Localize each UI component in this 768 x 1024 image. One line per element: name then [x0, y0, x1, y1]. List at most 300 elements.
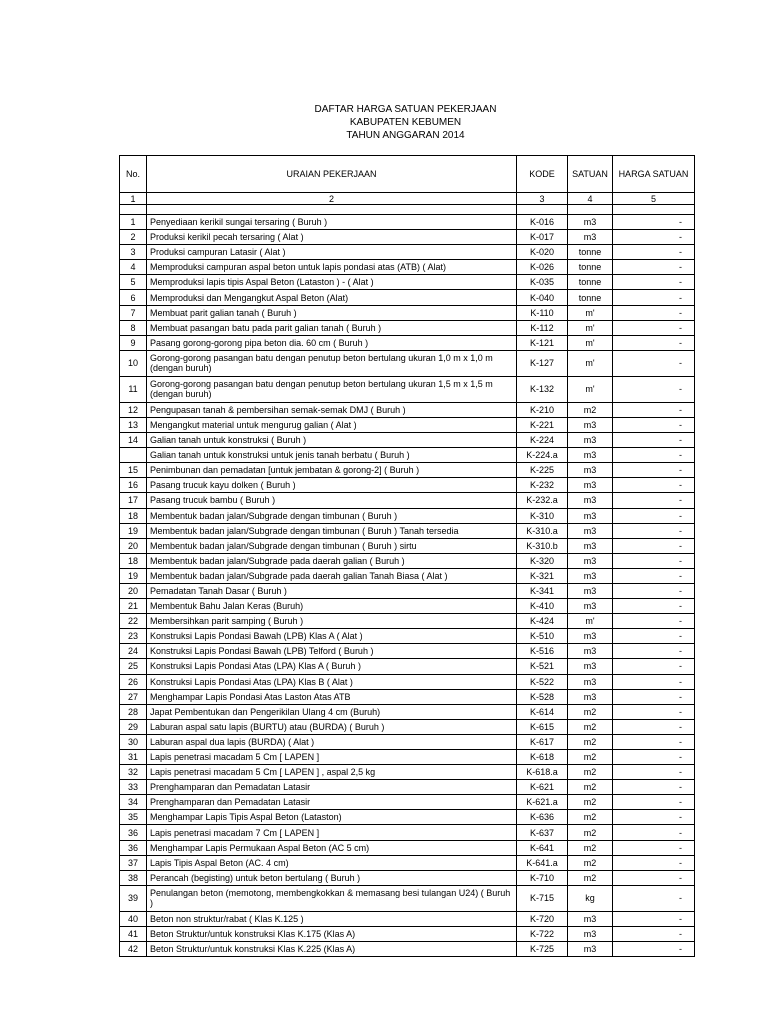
- cell-uraian: Membuat pasangan batu pada parit galian tanah ( Buruh ): [147, 320, 517, 335]
- cell-no: 42: [120, 942, 147, 957]
- cell-uraian: Galian tanah untuk konstruksi ( Buruh ): [147, 433, 517, 448]
- cell-kode: K-522: [517, 674, 568, 689]
- cell-no: 29: [120, 719, 147, 734]
- cell-harga: -: [613, 305, 695, 320]
- cell-harga: -: [613, 350, 695, 376]
- cell-kode: K-410: [517, 599, 568, 614]
- cell-kode: K-112: [517, 320, 568, 335]
- cell-harga: -: [613, 911, 695, 926]
- table-row: [120, 568, 695, 583]
- title-line-2: KABUPATEN KEBUMEN: [349, 117, 462, 128]
- header-harga: HARGA SATUAN: [613, 156, 695, 193]
- cell-satuan: m3: [568, 478, 613, 493]
- colnum-uraian: 2: [147, 193, 517, 205]
- table-row: [120, 320, 695, 335]
- cell-uraian: Penimbunan dan pemadatan [untuk jembatan & gorong-2] ( Buruh ): [147, 463, 517, 478]
- cell-uraian: Penyediaan kerikil sungai tersaring ( Buruh ): [147, 215, 517, 230]
- cell-uraian: Produksi campuran Latasir ( Alat ): [147, 245, 517, 260]
- cell-no: 18: [120, 508, 147, 523]
- table-row: [120, 335, 695, 350]
- spacer-cell: [613, 205, 695, 215]
- cell-uraian: Pengupasan tanah & pembersihan semak-semak DMJ ( Buruh ): [147, 402, 517, 417]
- table-row: [120, 885, 695, 911]
- colnum-no: 1: [120, 193, 147, 205]
- cell-kode: K-210: [517, 402, 568, 417]
- cell-no: 41: [120, 926, 147, 941]
- cell-harga: -: [613, 260, 695, 275]
- cell-uraian: Memproduksi lapis tipis Aspal Beton (Lataston ) - ( Alat ): [147, 275, 517, 290]
- cell-satuan: m2: [568, 855, 613, 870]
- cell-no: 19: [120, 568, 147, 583]
- cell-harga: -: [613, 614, 695, 629]
- cell-kode: K-017: [517, 230, 568, 245]
- cell-satuan: m3: [568, 538, 613, 553]
- table-row: [120, 230, 695, 245]
- cell-harga: -: [613, 644, 695, 659]
- cell-kode: K-232.a: [517, 493, 568, 508]
- cell-uraian: Menghampar Lapis Permukaan Aspal Beton (AC 5 cm): [147, 840, 517, 855]
- cell-uraian: Lapis penetrasi macadam 5 Cm [ LAPEN ]: [147, 750, 517, 765]
- cell-no: 40: [120, 911, 147, 926]
- cell-uraian: Perancah (begisting) untuk beton bertulang ( Buruh ): [147, 870, 517, 885]
- cell-kode: K-617: [517, 734, 568, 749]
- table-row: [120, 215, 695, 230]
- header-kode: KODE: [517, 156, 568, 193]
- cell-kode: K-516: [517, 644, 568, 659]
- cell-kode: K-232: [517, 478, 568, 493]
- cell-uraian: Konstruksi Lapis Pondasi Bawah (LPB) Klas A ( Alat ): [147, 629, 517, 644]
- cell-satuan: m3: [568, 523, 613, 538]
- cell-no: 12: [120, 402, 147, 417]
- cell-kode: K-637: [517, 825, 568, 840]
- cell-uraian: Pasang trucuk kayu dolken ( Buruh ): [147, 478, 517, 493]
- cell-no: 35: [120, 810, 147, 825]
- spacer-cell: [517, 205, 568, 215]
- table-row: [120, 433, 695, 448]
- cell-uraian: Mengangkut material untuk mengurug galian ( Alat ): [147, 417, 517, 432]
- column-number-row: [120, 193, 695, 205]
- cell-no: 26: [120, 674, 147, 689]
- cell-satuan: m3: [568, 215, 613, 230]
- cell-kode: K-310: [517, 508, 568, 523]
- cell-no: 6: [120, 290, 147, 305]
- cell-uraian: Membersihkan parit samping ( Buruh ): [147, 614, 517, 629]
- cell-satuan: m2: [568, 734, 613, 749]
- cell-harga: -: [613, 523, 695, 538]
- cell-kode: K-528: [517, 689, 568, 704]
- cell-uraian: Laburan aspal satu lapis (BURTU) atau (BURDA) ( Buruh ): [147, 719, 517, 734]
- cell-kode: K-224.a: [517, 448, 568, 463]
- cell-harga: -: [613, 659, 695, 674]
- cell-satuan: m2: [568, 704, 613, 719]
- cell-satuan: m3: [568, 448, 613, 463]
- cell-uraian: Memproduksi campuran aspal beton untuk lapis pondasi atas (ATB) ( Alat): [147, 260, 517, 275]
- table-row: [120, 689, 695, 704]
- cell-kode: K-614: [517, 704, 568, 719]
- cell-no: 27: [120, 689, 147, 704]
- cell-harga: -: [613, 290, 695, 305]
- cell-no: 14: [120, 433, 147, 448]
- cell-uraian: Membentuk badan jalan/Subgrade dengan timbunan ( Buruh ) sirtu: [147, 538, 517, 553]
- table-row: [120, 659, 695, 674]
- cell-uraian: Gorong-gorong pasangan batu dengan penutup beton bertulang ukuran 1,0 m x 1,0 m (dengan buruh): [147, 350, 517, 376]
- table-row: [120, 305, 695, 320]
- table-row: [120, 583, 695, 598]
- cell-no: 4: [120, 260, 147, 275]
- cell-no: 17: [120, 493, 147, 508]
- cell-satuan: m3: [568, 599, 613, 614]
- cell-kode: K-121: [517, 335, 568, 350]
- table-row: [120, 704, 695, 719]
- cell-harga: -: [613, 478, 695, 493]
- cell-no: 20: [120, 538, 147, 553]
- cell-kode: K-618.a: [517, 765, 568, 780]
- table-row: [120, 523, 695, 538]
- cell-harga: -: [613, 810, 695, 825]
- cell-uraian: Menghampar Lapis Tipis Aspal Beton (Lataston): [147, 810, 517, 825]
- cell-uraian: Membentuk badan jalan/Subgrade pada daerah galian Tanah Biasa ( Alat ): [147, 568, 517, 583]
- cell-uraian: Gorong-gorong pasangan batu dengan penutup beton bertulang ukuran 1,5 m x 1,5 m (dengan buruh): [147, 376, 517, 402]
- cell-kode: K-715: [517, 885, 568, 911]
- cell-no: 3: [120, 245, 147, 260]
- cell-no: 36: [120, 840, 147, 855]
- cell-no: 2: [120, 230, 147, 245]
- cell-harga: -: [613, 765, 695, 780]
- cell-harga: -: [613, 704, 695, 719]
- cell-uraian: Konstruksi Lapis Pondasi Atas (LPA) Klas A ( Buruh ): [147, 659, 517, 674]
- cell-harga: -: [613, 795, 695, 810]
- cell-kode: K-636: [517, 810, 568, 825]
- cell-kode: K-341: [517, 583, 568, 598]
- cell-satuan: m2: [568, 765, 613, 780]
- cell-no: 37: [120, 855, 147, 870]
- table-row: [120, 734, 695, 749]
- cell-uraian: Beton Struktur/untuk konstruksi Klas K.225 (Klas A): [147, 942, 517, 957]
- cell-satuan: m3: [568, 629, 613, 644]
- cell-harga: -: [613, 855, 695, 870]
- table-row: [120, 780, 695, 795]
- cell-uraian: Konstruksi Lapis Pondasi Atas (LPA) Klas B ( Alat ): [147, 674, 517, 689]
- cell-kode: K-621.a: [517, 795, 568, 810]
- cell-no: 20: [120, 583, 147, 598]
- cell-no: 30: [120, 734, 147, 749]
- table-row: [120, 840, 695, 855]
- cell-no: 39: [120, 885, 147, 911]
- cell-kode: K-321: [517, 568, 568, 583]
- cell-uraian: Lapis penetrasi macadam 5 Cm [ LAPEN ] , aspal 2,5 kg: [147, 765, 517, 780]
- table-row: [120, 448, 695, 463]
- title-line-1: DAFTAR HARGA SATUAN PEKERJAAN: [314, 104, 497, 115]
- cell-no: 9: [120, 335, 147, 350]
- cell-satuan: tonne: [568, 290, 613, 305]
- cell-uraian: Membentuk badan jalan/Subgrade pada daerah galian ( Buruh ): [147, 553, 517, 568]
- table-row: [120, 750, 695, 765]
- cell-no: 16: [120, 478, 147, 493]
- cell-kode: K-641: [517, 840, 568, 855]
- cell-satuan: m3: [568, 508, 613, 523]
- cell-no: 25: [120, 659, 147, 674]
- header-no: No.: [120, 156, 147, 193]
- cell-harga: -: [613, 508, 695, 523]
- cell-kode: K-641.a: [517, 855, 568, 870]
- table-row: [120, 463, 695, 478]
- cell-kode: K-026: [517, 260, 568, 275]
- cell-no: 19: [120, 523, 147, 538]
- table-row: [120, 644, 695, 659]
- table-row: [120, 245, 695, 260]
- cell-no: 28: [120, 704, 147, 719]
- cell-uraian: Laburan aspal dua lapis (BURDA) ( Alat ): [147, 734, 517, 749]
- table-row: [120, 855, 695, 870]
- cell-kode: K-320: [517, 553, 568, 568]
- cell-harga: -: [613, 583, 695, 598]
- cell-uraian: Lapis Tipis Aspal Beton (AC. 4 cm): [147, 855, 517, 870]
- cell-kode: K-127: [517, 350, 568, 376]
- cell-harga: -: [613, 568, 695, 583]
- cell-satuan: m2: [568, 402, 613, 417]
- cell-no: 15: [120, 463, 147, 478]
- cell-harga: -: [613, 840, 695, 855]
- cell-harga: -: [613, 599, 695, 614]
- table-row: [120, 350, 695, 376]
- cell-harga: -: [613, 245, 695, 260]
- cell-no: 21: [120, 599, 147, 614]
- cell-harga: -: [613, 402, 695, 417]
- cell-kode: K-225: [517, 463, 568, 478]
- cell-satuan: m': [568, 376, 613, 402]
- cell-harga: -: [613, 780, 695, 795]
- cell-uraian: Memproduksi dan Mengangkut Aspal Beton (Alat): [147, 290, 517, 305]
- cell-uraian: Prenghamparan dan Pemadatan Latasir: [147, 780, 517, 795]
- table-row: [120, 765, 695, 780]
- cell-satuan: m3: [568, 568, 613, 583]
- cell-harga: -: [613, 538, 695, 553]
- cell-satuan: tonne: [568, 245, 613, 260]
- cell-harga: -: [613, 463, 695, 478]
- cell-satuan: m2: [568, 840, 613, 855]
- cell-satuan: m2: [568, 810, 613, 825]
- cell-no: 5: [120, 275, 147, 290]
- cell-kode: K-618: [517, 750, 568, 765]
- cell-harga: -: [613, 275, 695, 290]
- table-row: [120, 629, 695, 644]
- cell-harga: -: [613, 376, 695, 402]
- cell-no: 23: [120, 629, 147, 644]
- table-row: [120, 614, 695, 629]
- cell-satuan: m': [568, 320, 613, 335]
- cell-uraian: Lapis penetrasi macadam 7 Cm [ LAPEN ]: [147, 825, 517, 840]
- table-row: [120, 402, 695, 417]
- cell-harga: -: [613, 417, 695, 432]
- cell-no: 18: [120, 553, 147, 568]
- cell-no: 31: [120, 750, 147, 765]
- cell-kode: K-310.b: [517, 538, 568, 553]
- table-row: [120, 493, 695, 508]
- cell-no: 22: [120, 614, 147, 629]
- cell-harga: -: [613, 689, 695, 704]
- cell-no: [120, 448, 147, 463]
- cell-no: 13: [120, 417, 147, 432]
- table-row: [120, 290, 695, 305]
- cell-kode: K-035: [517, 275, 568, 290]
- spacer-cell: [147, 205, 517, 215]
- cell-kode: K-132: [517, 376, 568, 402]
- cell-harga: -: [613, 553, 695, 568]
- cell-uraian: Beton non struktur/rabat ( Klas K.125 ): [147, 911, 517, 926]
- cell-satuan: m3: [568, 433, 613, 448]
- table-row: [120, 508, 695, 523]
- cell-satuan: tonne: [568, 275, 613, 290]
- table-row: [120, 795, 695, 810]
- table-row: [120, 275, 695, 290]
- cell-no: 33: [120, 780, 147, 795]
- cell-harga: -: [613, 433, 695, 448]
- cell-uraian: Pasang trucuk bambu ( Buruh ): [147, 493, 517, 508]
- cell-kode: K-621: [517, 780, 568, 795]
- cell-harga: -: [613, 320, 695, 335]
- table-row: [120, 911, 695, 926]
- title-line-3: TAHUN ANGGARAN 2014: [346, 130, 465, 141]
- header-uraian: URAIAN PEKERJAAN: [147, 156, 517, 193]
- cell-kode: K-424: [517, 614, 568, 629]
- cell-satuan: m2: [568, 750, 613, 765]
- table-row: [120, 478, 695, 493]
- cell-harga: -: [613, 942, 695, 957]
- cell-satuan: kg: [568, 885, 613, 911]
- cell-uraian: Pasang gorong-gorong pipa beton dia. 60 cm ( Buruh ): [147, 335, 517, 350]
- cell-uraian: Menghampar Lapis Pondasi Atas Laston Atas ATB: [147, 689, 517, 704]
- table-row: [120, 599, 695, 614]
- cell-uraian: Beton Struktur/untuk konstruksi Klas K.175 (Klas A): [147, 926, 517, 941]
- cell-harga: -: [613, 926, 695, 941]
- cell-no: 24: [120, 644, 147, 659]
- cell-uraian: Pemadatan Tanah Dasar ( Buruh ): [147, 583, 517, 598]
- cell-uraian: Membuat parit galian tanah ( Buruh ): [147, 305, 517, 320]
- spacer-row: [120, 205, 695, 215]
- cell-satuan: tonne: [568, 260, 613, 275]
- cell-kode: K-722: [517, 926, 568, 941]
- cell-no: 11: [120, 376, 147, 402]
- cell-harga: -: [613, 335, 695, 350]
- price-table: [119, 155, 695, 957]
- cell-kode: K-510: [517, 629, 568, 644]
- cell-uraian: Membentuk badan jalan/Subgrade dengan timbunan ( Buruh ): [147, 508, 517, 523]
- document-title: [0, 103, 768, 142]
- cell-satuan: m3: [568, 942, 613, 957]
- cell-satuan: m': [568, 350, 613, 376]
- header-satuan: SATUAN: [568, 156, 613, 193]
- cell-no: 38: [120, 870, 147, 885]
- cell-kode: K-224: [517, 433, 568, 448]
- cell-harga: -: [613, 825, 695, 840]
- cell-satuan: m2: [568, 795, 613, 810]
- cell-uraian: Membentuk Bahu Jalan Keras (Buruh): [147, 599, 517, 614]
- cell-satuan: m': [568, 305, 613, 320]
- cell-no: 10: [120, 350, 147, 376]
- spacer-cell: [568, 205, 613, 215]
- cell-satuan: m2: [568, 870, 613, 885]
- cell-no: 7: [120, 305, 147, 320]
- table-row: [120, 719, 695, 734]
- cell-kode: K-615: [517, 719, 568, 734]
- cell-no: 32: [120, 765, 147, 780]
- cell-satuan: m3: [568, 493, 613, 508]
- cell-harga: -: [613, 674, 695, 689]
- cell-satuan: m3: [568, 926, 613, 941]
- cell-satuan: m2: [568, 780, 613, 795]
- cell-harga: -: [613, 230, 695, 245]
- colnum-harga: 5: [613, 193, 695, 205]
- table-row: [120, 942, 695, 957]
- table-row: [120, 538, 695, 553]
- cell-kode: K-710: [517, 870, 568, 885]
- cell-harga: -: [613, 448, 695, 463]
- cell-kode: K-521: [517, 659, 568, 674]
- cell-satuan: m2: [568, 719, 613, 734]
- cell-satuan: m3: [568, 463, 613, 478]
- cell-uraian: Konstruksi Lapis Pondasi Bawah (LPB) Telford ( Buruh ): [147, 644, 517, 659]
- cell-uraian: Produksi kerikil pecah tersaring ( Alat ): [147, 230, 517, 245]
- table-header-row: [120, 156, 695, 193]
- cell-no: 1: [120, 215, 147, 230]
- cell-uraian: Penulangan beton (memotong, membengkokkan & memasang besi tulangan U24) ( Buruh ): [147, 885, 517, 911]
- cell-satuan: m3: [568, 659, 613, 674]
- cell-satuan: m3: [568, 553, 613, 568]
- cell-satuan: m3: [568, 674, 613, 689]
- cell-uraian: Prenghamparan dan Pemadatan Latasir: [147, 795, 517, 810]
- cell-satuan: m3: [568, 417, 613, 432]
- cell-satuan: m2: [568, 825, 613, 840]
- colnum-satuan: 4: [568, 193, 613, 205]
- cell-kode: K-110: [517, 305, 568, 320]
- table-row: [120, 417, 695, 432]
- cell-kode: K-040: [517, 290, 568, 305]
- table-row: [120, 260, 695, 275]
- table-row: [120, 674, 695, 689]
- cell-no: 8: [120, 320, 147, 335]
- cell-harga: -: [613, 885, 695, 911]
- cell-uraian: Galian tanah untuk konstruksi untuk jenis tanah berbatu ( Buruh ): [147, 448, 517, 463]
- table-row: [120, 926, 695, 941]
- cell-kode: K-221: [517, 417, 568, 432]
- cell-satuan: m3: [568, 583, 613, 598]
- cell-kode: K-725: [517, 942, 568, 957]
- table-row: [120, 810, 695, 825]
- cell-harga: -: [613, 719, 695, 734]
- cell-satuan: m3: [568, 689, 613, 704]
- table-row: [120, 376, 695, 402]
- cell-harga: -: [613, 493, 695, 508]
- cell-harga: -: [613, 629, 695, 644]
- cell-kode: K-720: [517, 911, 568, 926]
- cell-satuan: m3: [568, 644, 613, 659]
- cell-harga: -: [613, 734, 695, 749]
- cell-kode: K-020: [517, 245, 568, 260]
- cell-no: 34: [120, 795, 147, 810]
- cell-satuan: m': [568, 335, 613, 350]
- table-row: [120, 870, 695, 885]
- cell-harga: -: [613, 750, 695, 765]
- cell-satuan: m3: [568, 230, 613, 245]
- cell-harga: -: [613, 870, 695, 885]
- cell-no: 36: [120, 825, 147, 840]
- cell-uraian: Membentuk badan jalan/Subgrade dengan timbunan ( Buruh ) Tanah tersedia: [147, 523, 517, 538]
- cell-satuan: m': [568, 614, 613, 629]
- table-row: [120, 825, 695, 840]
- cell-uraian: Japat Pembentukan dan Pengerikilan Ulang 4 cm (Buruh): [147, 704, 517, 719]
- cell-kode: K-310.a: [517, 523, 568, 538]
- cell-satuan: m3: [568, 911, 613, 926]
